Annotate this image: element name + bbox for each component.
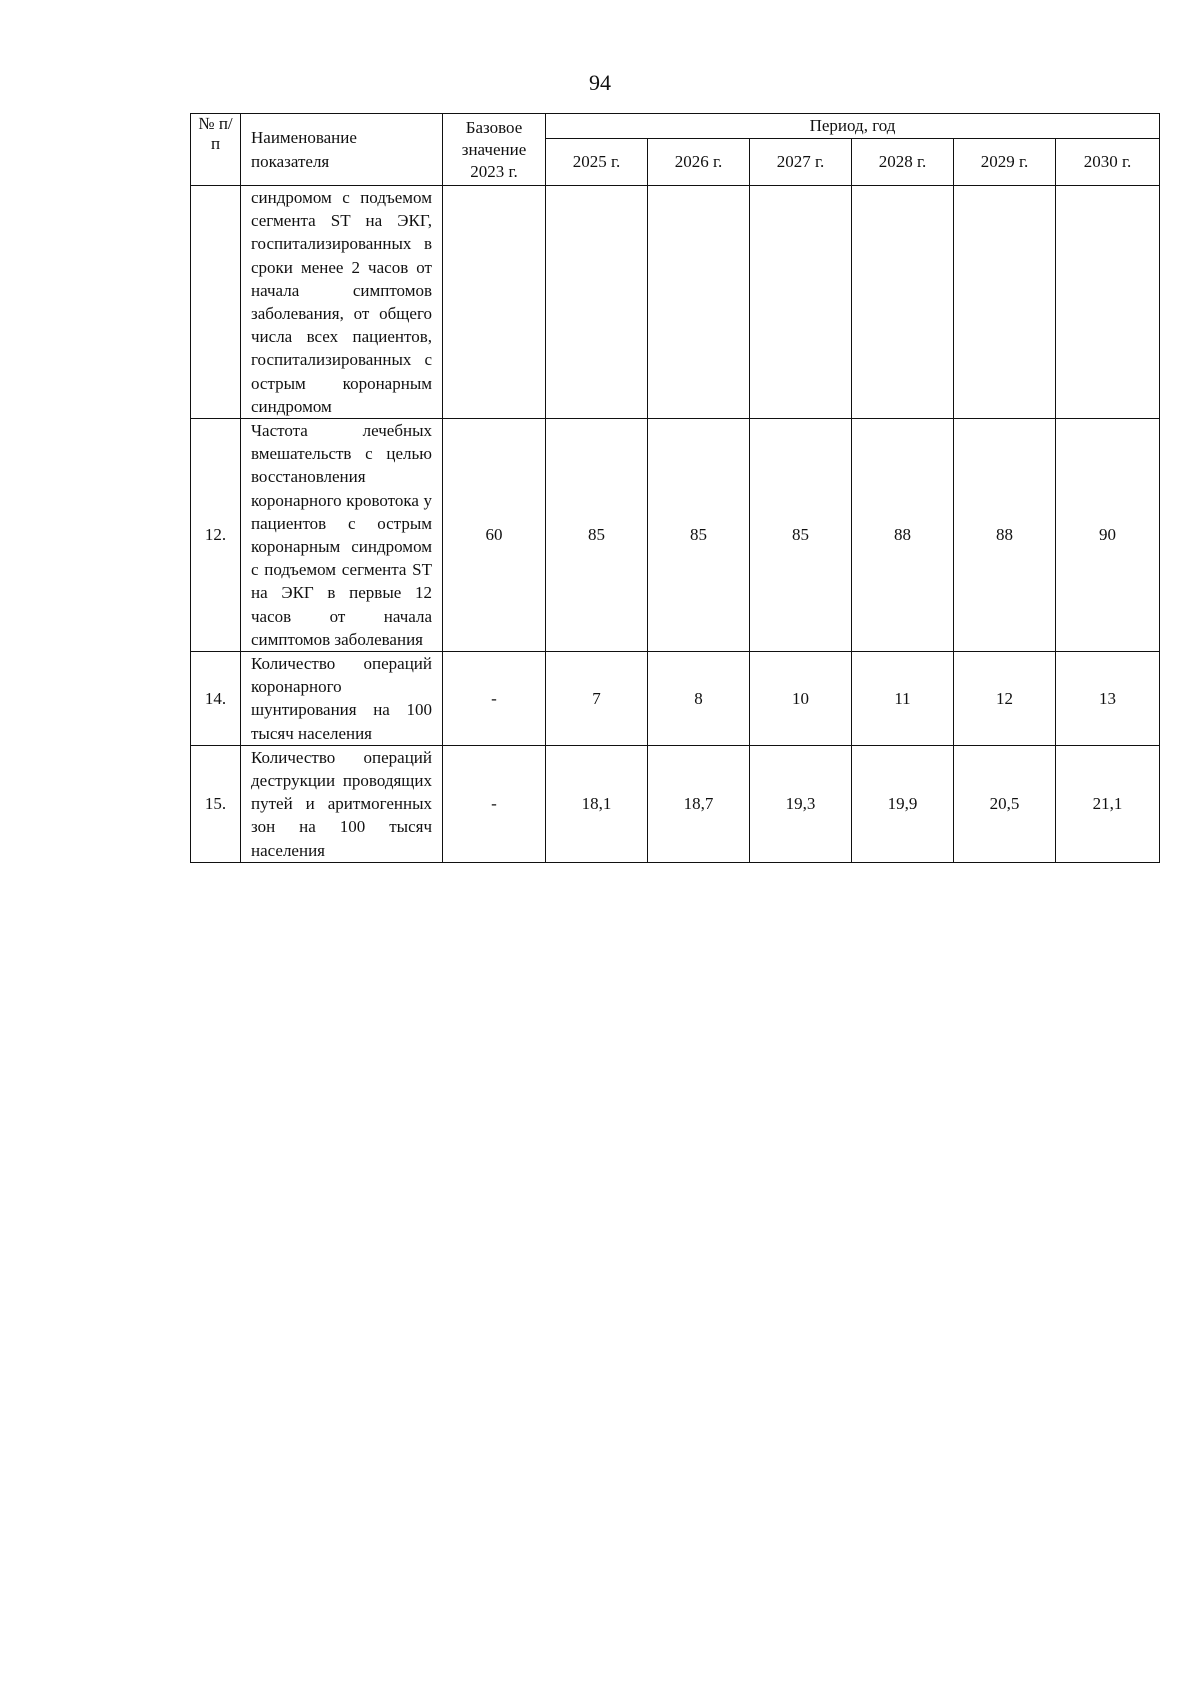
row-year-value: [648, 186, 750, 419]
row-year-value: 11: [852, 652, 954, 746]
row-base-value: -: [443, 745, 546, 862]
indicators-table: [190, 113, 1160, 863]
row-year-value: 90: [1056, 419, 1160, 652]
table-row: [191, 652, 1160, 746]
row-year-value: [546, 186, 648, 419]
header-year: 2029 г.: [954, 139, 1056, 186]
header-period: Период, год: [546, 114, 1160, 139]
table-header: [191, 114, 1160, 186]
row-base-value: -: [443, 652, 546, 746]
row-year-value: 85: [750, 419, 852, 652]
header-base-value: Базовое значение 2023 г.: [443, 114, 546, 186]
row-indicator-name: Частота лечебных вмешательств с целью восстановления коронарного кровотока у пациентов с острым коронарным синдромом с подъемом сегмента ST на ЭКГ в первые 12 часов от начала симптомов заболевания: [241, 419, 443, 652]
row-year-value: 18,7: [648, 745, 750, 862]
header-number: № п/п: [191, 114, 241, 186]
row-number: [191, 186, 241, 419]
row-year-value: 12: [954, 652, 1056, 746]
row-year-value: 7: [546, 652, 648, 746]
table-row: [191, 745, 1160, 862]
row-year-value: 13: [1056, 652, 1160, 746]
row-indicator-name: синдромом с подъемом сегмента ST на ЭКГ, госпитализированных в сроки менее 2 часов от начала симптомов заболевания, от общего числа всех пациентов, госпитализированных с острым коронарным синдромом: [241, 186, 443, 419]
row-year-value: [852, 186, 954, 419]
row-year-value: 85: [648, 419, 750, 652]
row-base-value: [443, 186, 546, 419]
header-year: 2030 г.: [1056, 139, 1160, 186]
page-number: 94: [589, 70, 611, 95]
header-year: 2026 г.: [648, 139, 750, 186]
row-year-value: 19,3: [750, 745, 852, 862]
row-year-value: 85: [546, 419, 648, 652]
row-base-value: 60: [443, 419, 546, 652]
table-body: [191, 186, 1160, 863]
row-number: 14.: [191, 652, 241, 746]
header-indicator-name: Наименование показателя: [241, 114, 443, 186]
row-year-value: 19,9: [852, 745, 954, 862]
table-row: [191, 186, 1160, 419]
header-year: 2025 г.: [546, 139, 648, 186]
header-year: 2028 г.: [852, 139, 954, 186]
row-year-value: 21,1: [1056, 745, 1160, 862]
row-year-value: 88: [954, 419, 1056, 652]
row-year-value: 8: [648, 652, 750, 746]
row-year-value: [954, 186, 1056, 419]
row-number: 15.: [191, 745, 241, 862]
row-indicator-name: Количество операций деструкции проводящих путей и аритмогенных зон на 100 тысяч населения: [241, 745, 443, 862]
row-year-value: 10: [750, 652, 852, 746]
row-year-value: 18,1: [546, 745, 648, 862]
table-row: [191, 419, 1160, 652]
row-indicator-name: Количество операций коронарного шунтирования на 100 тысяч населения: [241, 652, 443, 746]
header-year: 2027 г.: [750, 139, 852, 186]
row-year-value: 20,5: [954, 745, 1056, 862]
row-year-value: [1056, 186, 1160, 419]
header-row-top: [191, 114, 1160, 139]
row-year-value: [750, 186, 852, 419]
row-number: 12.: [191, 419, 241, 652]
row-year-value: 88: [852, 419, 954, 652]
